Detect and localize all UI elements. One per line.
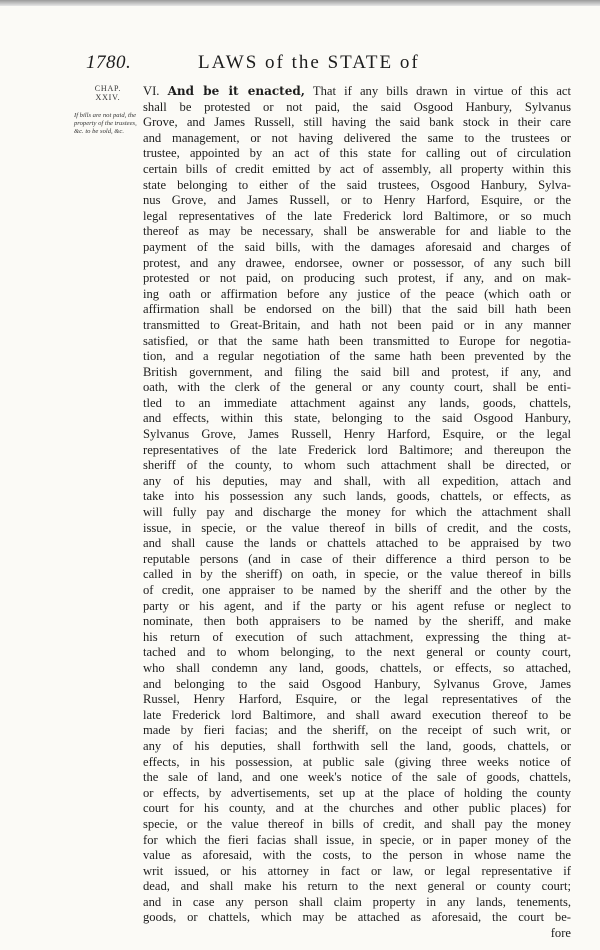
text-line: dead, and shall make his return to the next general or county court; <box>143 879 571 894</box>
text-line: made by fieri facias; and the sheriff, on the receipt of such writ, or <box>143 723 571 738</box>
margin-note: If bills are not paid, the property of the trustees, &c. to be sold, &c. <box>74 112 137 136</box>
text-line: Grove, and James Russell, still having the said bank stock in their care <box>143 115 571 130</box>
chapter-number: XXIV. <box>95 93 121 102</box>
text-line: and in case any person shall claim property in any lands, tenements, <box>143 894 571 909</box>
text-line: nus Grove, and James Russell, or to Henry Harford, Esquire, or the <box>143 193 571 208</box>
text-line: ing oath or affirmation before any justice of the peace (which oath or <box>143 286 571 301</box>
text-line: reputable persons (and in case of their difference a third person to be <box>143 551 571 566</box>
text-line: any of his deputies, may and shall, with all expedition, attach and <box>143 473 571 488</box>
text-line: satisfied, or that the same hath been transmitted to Europe for negotia- <box>143 333 571 348</box>
section-head: And be it enacted, <box>167 84 305 98</box>
page-title: LAWS of the STATE of <box>198 52 420 73</box>
text-line: value as aforesaid, with the costs, to the person in whose name the <box>143 848 571 863</box>
text-line: tion, and a regular negotiation of the same hath been prevented by the <box>143 349 571 364</box>
page-top-edge <box>0 0 600 6</box>
text-line: court for his county, and at the churches and other public places) for <box>143 801 571 816</box>
body-text <box>143 84 571 942</box>
text-line: Russel, Henry Harford, Esquire, or the legal representatives of the <box>143 692 571 707</box>
text-line: tled to an immediate attachment against any lands, goods, chattels, <box>143 395 571 410</box>
text-line: fore <box>550 926 571 941</box>
text-line: any of his deputies, shall forthwith sell the land, goods, chattels, or <box>143 738 571 753</box>
text-line: and management, or not having delivered the same to the trustees or <box>143 130 571 145</box>
text-line: party or his agent, and if the party or his agent refuse or neglect to <box>143 598 571 613</box>
text-line: of credit, one appraiser to be named by the sheriff and the other by the <box>143 583 571 597</box>
side-note <box>74 84 142 137</box>
text-line: the sale of land, and one week's notice of the sale of goods, chattels, <box>143 770 571 785</box>
text-line: take into his possession any such lands, goods, chattels, or effects, as <box>143 489 571 504</box>
section-first-line <box>143 84 571 100</box>
text-line: who shall condemn any land, goods, chattels, or effects, so attached, <box>143 660 571 675</box>
text-line: specie, or the value thereof in bills of credit, and shall pay the money <box>143 816 571 831</box>
text-line: oath, with the clerk of the general or any county court, shall be enti- <box>143 380 571 395</box>
text-line: and belonging to the said Osgood Hanbury, Sylvanus Grove, James <box>143 676 571 691</box>
text-line: affirmation shall be endorsed on the bill) that the said bill hath been <box>143 302 571 317</box>
text-line: British government, and filing the said bill and protest, if any, and <box>143 364 571 379</box>
text-line: thereof as may be necessary, shall be answerable for and liable to the <box>143 224 571 239</box>
text-line: sheriff of the county, to whom such attachment shall be directed, or <box>143 458 571 473</box>
text-line: and effects, within this state, belonging to the said Osgood Hanbury, <box>143 411 571 426</box>
running-header <box>0 48 600 78</box>
text-line: and shall cause the lands or chattels attached to be appraised by two <box>143 536 571 551</box>
text-line: will fully pay and discharge the money for which the attachment shall <box>143 505 571 520</box>
section-number: VI. <box>143 84 160 98</box>
text-line: effects, in his possession, at public sale (giving three weeks notice of <box>143 754 571 769</box>
text-line: state belonging to either of the said trustees, Osgood Hanbury, Sylva- <box>143 177 571 192</box>
text-line: late Frederick lord Baltimore, and shall award execution thereof to be <box>143 707 571 722</box>
text-line: payment of the said bills, with the damages aforesaid and charges of <box>143 239 571 254</box>
text-line: legal representatives of the late Frederick lord Baltimore, or so much <box>143 208 571 223</box>
text-line: issue, in specie, or the value thereof in bills of credit, and the costs, <box>143 520 571 535</box>
text-line: tached and to whom belonging, to the next general or county court, <box>143 645 571 660</box>
text-line: called in by the sheriff) on oath, in specie, or the value thereof in bills <box>143 567 571 582</box>
text-line: protested or not paid, on producing such protest, if any, and on mak- <box>143 271 571 286</box>
page-year: 1780. <box>86 52 132 73</box>
text-line: That if any bills drawn in virtue of this act <box>312 84 571 98</box>
text-line: nominate, then both appraisers to be named by the sheriff, and make <box>143 614 571 629</box>
text-line: trustee, appointed by an act of this state for calling out of circulation <box>143 146 571 161</box>
text-line: his return of execution of such attachment, expressing the thing at- <box>143 629 571 644</box>
text-line: representatives of the late Frederick lord Baltimore; and thereupon the <box>143 442 571 457</box>
text-line: transmitted to Great-Britain, and hath not been paid or in any manner <box>143 317 571 332</box>
text-line: writ issued, or his attorney in fact or law, or legal representative if <box>143 863 571 878</box>
text-line: Sylvanus Grove, James Russell, Henry Harford, Esquire, or the legal <box>143 427 571 442</box>
text-line: goods, or chattels, which may be attached as aforesaid, the court be- <box>143 910 571 925</box>
text-line: for which the fieri facias shall issue, in specie, or in paper money of the <box>143 832 571 847</box>
text-line: shall be protested or not paid, the said Osgood Hanbury, Sylvanus <box>143 99 571 114</box>
text-line: protest, and any drawee, endorsee, owner or possessor, of any such bill <box>143 255 571 270</box>
chapter-label: CHAP. <box>94 84 122 93</box>
text-line: or effects, by advertisements, set up at the place of holding the county <box>143 785 571 800</box>
text-line: certain bills of credit emitted by act of assembly, all property within this <box>143 161 571 176</box>
